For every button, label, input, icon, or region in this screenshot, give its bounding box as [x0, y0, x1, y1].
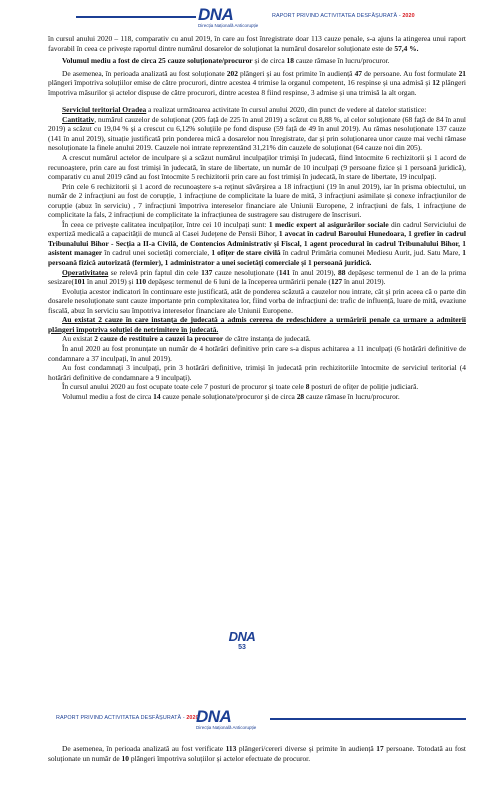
paragraph: Au existat 2 cauze în care instanța de judecată a admis cererea de redeschidere a urmăririi penale ca urmare a admiterii plângeri împotriva soluției de netrimitere în judecată. [48, 315, 466, 334]
dna-footer-logo: DNA [228, 629, 256, 644]
page-number: 53 [238, 644, 246, 651]
paragraph: Prin cele 6 rechizitorii și 1 acord de recunoaștere s-a reținut săvârșirea a 18 infracțiuni (19 în anul 2019), iar în prisma obiectului, un număr de 2 infracțiuni au fost de corupție, 1 infracțiune de complicitate la luare de mită, 3 infracțiuni asimilate și conexe infracțiunilor de corupție (abuz în serviciu) , 7 infracțiuni împotriva intereselor financiare ale Uniunii Europene, 2 infracțiuni de fals, 1 infracțiune de complicitate la fals, 2 infracțiuni de complicitate la infracțiunea de sustragere sau distrugere de înscrisuri. [48, 181, 466, 220]
page-header [48, 4, 468, 30]
dna-logo: DNA Direcția Națională Anticorupție [198, 5, 259, 28]
dna-logo: DNA Direcția Națională Anticorupție [196, 707, 257, 730]
page-gap [0, 682, 484, 700]
report-title: RAPORT PRIVIND ACTIVITATEA DESFĂȘURATĂ - 2020 [272, 13, 415, 19]
paragraph: De asemenea, în perioada analizată au fost verificate 113 plângeri/cereri diverse și primite în audiență 17 persoane. Totodată au fost soluționate un număr de 10 plângeri împotriva soluțiilor și actelor efectuate de procuror. [48, 744, 466, 763]
paragraph: Au existat 2 cauze de restituire a cauzei la procuror de către instanța de judecată. [62, 334, 311, 344]
paragraph: În ceea ce privește calitatea inculpaților, între cei 10 inculpați sunt: 1 medic expert al asigurărilor sociale din cadrul Serviciului de expertiză medicală a capacității de muncă al Casei Județene de Pensii Bihor, 1 avocat în cadrul Baroului Hunedoara, 1 grefier în cadrul Tribunalului Bihor - Secția a II-a Civilă, de Contencios Administrativ și Fiscal, 1 agent procedural în cadrul Tribunalului Bihor, 1 asistent manager în cadrul unei societăți comerciale, 1 ofițer de stare civilă în cadrul Primăria comunei Mediesu Aurit, jud. Satu Mare, 1 persoană fizică autorizată (fermier), 1 administrator a unei societăți comerciale și 1 persoană juridică. [48, 219, 467, 268]
page-body [48, 34, 466, 401]
header-rule-right [270, 718, 466, 720]
paragraph: în cursul anului 2020 – 118, comparativ cu anul 2019, în care au fost înregistrate doar 113 cauze penale, s-a ajuns la atingerea unui raport favorabil în ceea ce privește raportul dintre numărul dosarelor de soluționat la numărul dosarelor soluționate este de 57,4 %. [48, 34, 466, 53]
paragraph: Volumul mediu a fost de circa 25 cauze soluționate/procuror și de circa 18 cauze rămase în lucru/procuror. [62, 56, 390, 66]
paragraph: Operativitatea se relevă prin faptul din cele 137 cauze nesoluționate (141 în anul 2019), 88 depășesc termenul de 1 an de la prima sesizare(101 în anul 2019) și 110 depășesc termenul de 6 luni de la începerea urmăririi penale (127 în anul 2019). [48, 267, 467, 287]
page-header [48, 706, 468, 732]
paragraph: Volumul mediu a fost de circa 14 cauze penale soluționate/procuror și de circa 28 cauze rămase în lucru/procuror. [62, 391, 400, 401]
paragraph: Evoluția acestor indicatori în continuare este justificată, atât de ponderea scăzută a cauzelor nou intrate, cât și prin aceea că o parte din dosarele nesoluționate sunt cauze importante prin complexitatea lor, fiind vorba de infracțiuni de: trafic de influență, luare de mită, evaziune fiscală, abuz în serviciu sau împotriva intereselor financiare ale Uniunii Europene. [48, 286, 466, 315]
paragraph: În anul 2020 au fost pronunțate un număr de 4 hotărâri definitive prin care s-a dispus achitarea a 11 inculpați (6 hotărâri definitive de condamnare a 37 inculpați, în anul 2019). [48, 343, 466, 363]
paragraph: Au fost condamnați 3 inculpați, prin 3 hotărâri definitive, trimiși în judecată prin rechizitoriile întocmite de serviciul teritorial (4 hotărâri definitive de condamnare a 9 inculpați). [48, 363, 466, 382]
paragraph: Serviciul teritorial Oradea a realizat următoarea activitate în cursul anului 2020, din punct de vedere al datelor statistice: [62, 105, 427, 115]
report-title: RAPORT PRIVIND ACTIVITATEA DESFĂȘURATĂ - 2020 [56, 715, 199, 721]
paragraph: În cursul anului 2020 au fost ocupate toate cele 7 posturi de procuror și toate cele 8 posturi de ofițer de poliție judiciară. [62, 382, 419, 392]
page-body [48, 744, 466, 763]
report-page-54 [0, 700, 484, 809]
paragraph: A crescut numărul actelor de inculpare și a scăzut numărul inculpaților trimiși în judecată, fiind întocmite 6 rechizitorii și 1 acord de recunoaștere, prin care au fost trimiși în judecată, în stare de libertate, un număr de 10 inculpați (9 persoane fizice și 1 persoană juridică), comparativ cu anul 2019 când au fost întocmite 5 rechizitorii prin care au fost trimiși în judecată, în stare de libertate, 19 inculpați. [48, 153, 466, 182]
header-rule-left [76, 16, 196, 18]
paragraph: Cantitativ, numărul cauzelor de soluționat (205 față de 225 în anul 2019) a scăzut cu 8,88 %, al celor soluționate (68 față de 84 în anul 2019) a scăzut cu 19,04 % și a crescut cu 6,12% soluțiile pe fond dispuse (59 față de 49 în anul 2019). Au rămas nesoluționate 137 cauze (141 în anul 2019), situație justificată prin ponderea mică a dosarelor nou înregistrate, dar și prin soluționarea unor cauze mai vechi rămase nesoluționate la finele anului 2019. Cauzele noi intrate reprezentând 31,21% din cauzele de soluționat (64 cauze noi din 205). [48, 114, 466, 153]
paragraph: De asemenea, în perioada analizată au fost soluționate 202 plângeri și au fost primite în audiență 47 de persoane. Au fost formulate 21 plângeri împotriva soluțiilor emise de către procurori, dintre acestea 4 trimise la organul competent, 16 respinse și una admisă și 12 plângeri împotriva măsurilor și actelor dispuse de către procurori, dintre acestea 8 fiind respinse, 3 admise și una trimisă la alt organ. [48, 68, 467, 97]
